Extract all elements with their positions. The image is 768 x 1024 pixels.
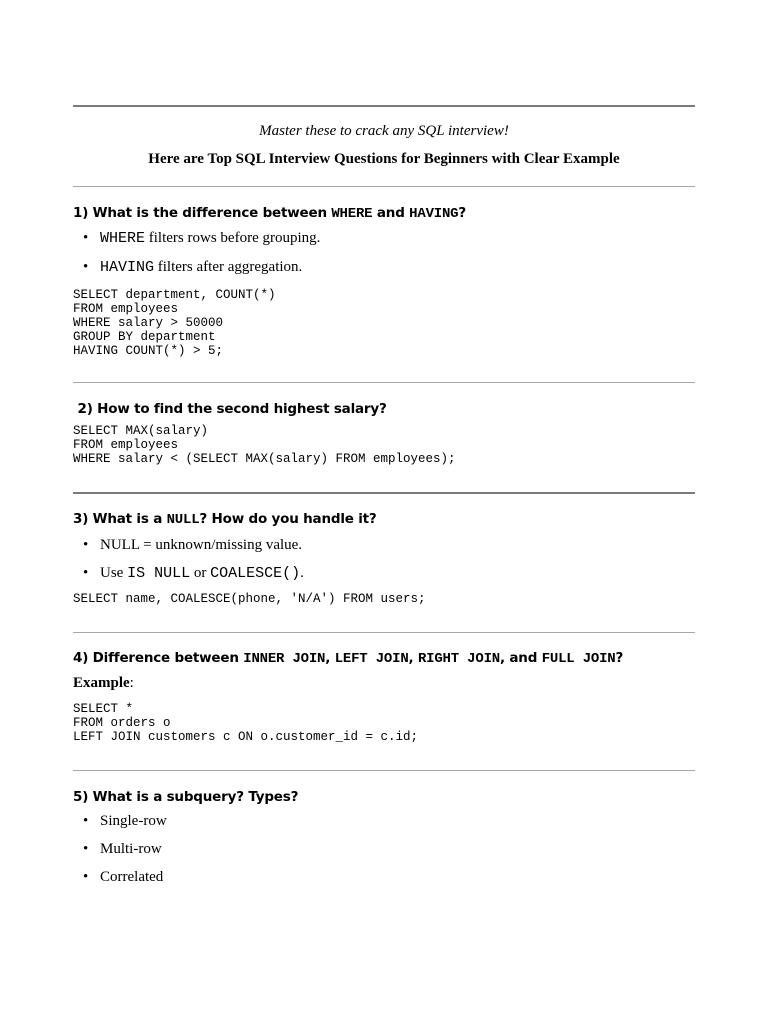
document-title: Here are Top SQL Interview Questions for Beginners with Clear Example	[148, 151, 620, 167]
question-2-heading: 2) How to find the second highest salary?	[73, 401, 387, 417]
question-1-code: SELECT department, COUNT(*) FROM employees WHERE salary > 50000 GROUP BY department HAVING COUNT(*) > 5;	[73, 288, 276, 358]
divider-5	[73, 770, 695, 771]
question-3-bullets	[73, 537, 695, 582]
divider-1	[73, 186, 695, 187]
question-3-code: SELECT name, COALESCE(phone, 'N/A') FROM users;	[73, 592, 426, 606]
question-4-code: SELECT * FROM orders o LEFT JOIN customers c ON o.customer_id = c.id;	[73, 702, 419, 744]
top-divider	[73, 105, 695, 107]
question-5-bullets	[73, 813, 695, 886]
code-where: WHERE	[331, 206, 373, 222]
divider-2	[73, 382, 695, 383]
question-3-heading: 3) What is a NULL? How do you handle it?	[73, 511, 377, 528]
list-item: • Use IS NULL or COALESCE().	[100, 565, 695, 582]
list-item: • Multi-row	[100, 841, 695, 858]
example-label: Example:	[73, 675, 134, 691]
list-item: • Single-row	[100, 813, 695, 830]
code-having: HAVING	[409, 206, 459, 222]
question-1-heading: 1) What is the difference between WHERE and HAVING?	[73, 205, 467, 222]
tagline: Master these to crack any SQL interview!	[259, 123, 509, 139]
code-null: NULL	[166, 512, 200, 528]
list-item: • Correlated	[100, 869, 695, 886]
list-item: • WHERE filters rows before grouping.	[100, 230, 695, 247]
question-2-code: SELECT MAX(salary) FROM employees WHERE salary < (SELECT MAX(salary) FROM employees);	[73, 424, 456, 466]
question-4-heading: 4) Difference between INNER JOIN, LEFT JOIN, RIGHT JOIN, and FULL JOIN?	[73, 650, 624, 667]
list-item: • NULL = unknown/missing value.	[100, 537, 695, 554]
divider-4	[73, 632, 695, 633]
question-1-bullets	[73, 230, 695, 276]
list-item: • HAVING filters after aggregation.	[100, 259, 695, 276]
question-5-heading: 5) What is a subquery? Types?	[73, 789, 299, 805]
divider-3	[73, 492, 695, 494]
